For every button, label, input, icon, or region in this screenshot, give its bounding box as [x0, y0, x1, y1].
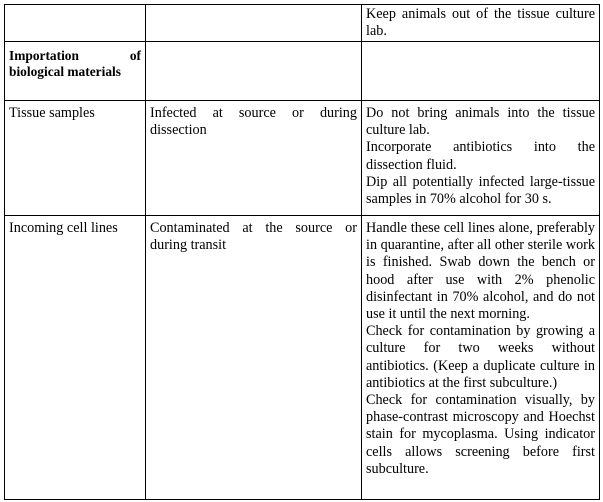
- contamination-table: [4, 4, 600, 500]
- prevention-text: Keep animals out of the tissue culture lab.: [366, 6, 595, 40]
- row-cause-cell: Contaminated at the source or during transit: [146, 216, 362, 500]
- section-heading: Importation of biological materials: [5, 42, 146, 101]
- row-source-cell: [5, 5, 146, 42]
- row-cause-cell: [146, 5, 362, 42]
- row-prevention-cell: [362, 101, 600, 216]
- row-cause-cell: Infected at source or during dissection: [146, 101, 362, 216]
- prevention-text: Handle these cell lines alone, preferably in quarantine, after all other sterile work is finished. Swab down the bench or hood after use with 2% phenolic disinfectant in 70% alcohol, and do not use it until the next morning.: [366, 220, 595, 323]
- table-row: [5, 5, 600, 42]
- row-prevention-cell: [362, 5, 600, 42]
- table-row-section-header: [5, 42, 600, 101]
- row-source-cell: Incoming cell lines: [5, 216, 146, 500]
- row-prevention-cell: [362, 216, 600, 500]
- prevention-text: Incorporate antibiotics into the dissection fluid.: [366, 139, 595, 173]
- row-source-cell: Tissue samples: [5, 101, 146, 216]
- table-row: [5, 216, 600, 500]
- row-prevention-cell: [362, 42, 600, 101]
- prevention-text: Check for contamination visually, by phase-contrast microscopy and Hoechst stain for mycoplasma. Using indicator cells allows screening before first subculture.: [366, 392, 595, 477]
- table-row: [5, 101, 600, 216]
- row-cause-cell: [146, 42, 362, 101]
- prevention-text: Do not bring animals into the tissue culture lab.: [366, 105, 595, 139]
- prevention-text: Dip all potentially infected large-tissue samples in 70% alcohol for 30 s.: [366, 173, 595, 208]
- prevention-text: Check for contamination by growing a culture for two weeks without antibiotics. (Keep a duplicate culture in antibiotics at the first subculture.): [366, 323, 595, 391]
